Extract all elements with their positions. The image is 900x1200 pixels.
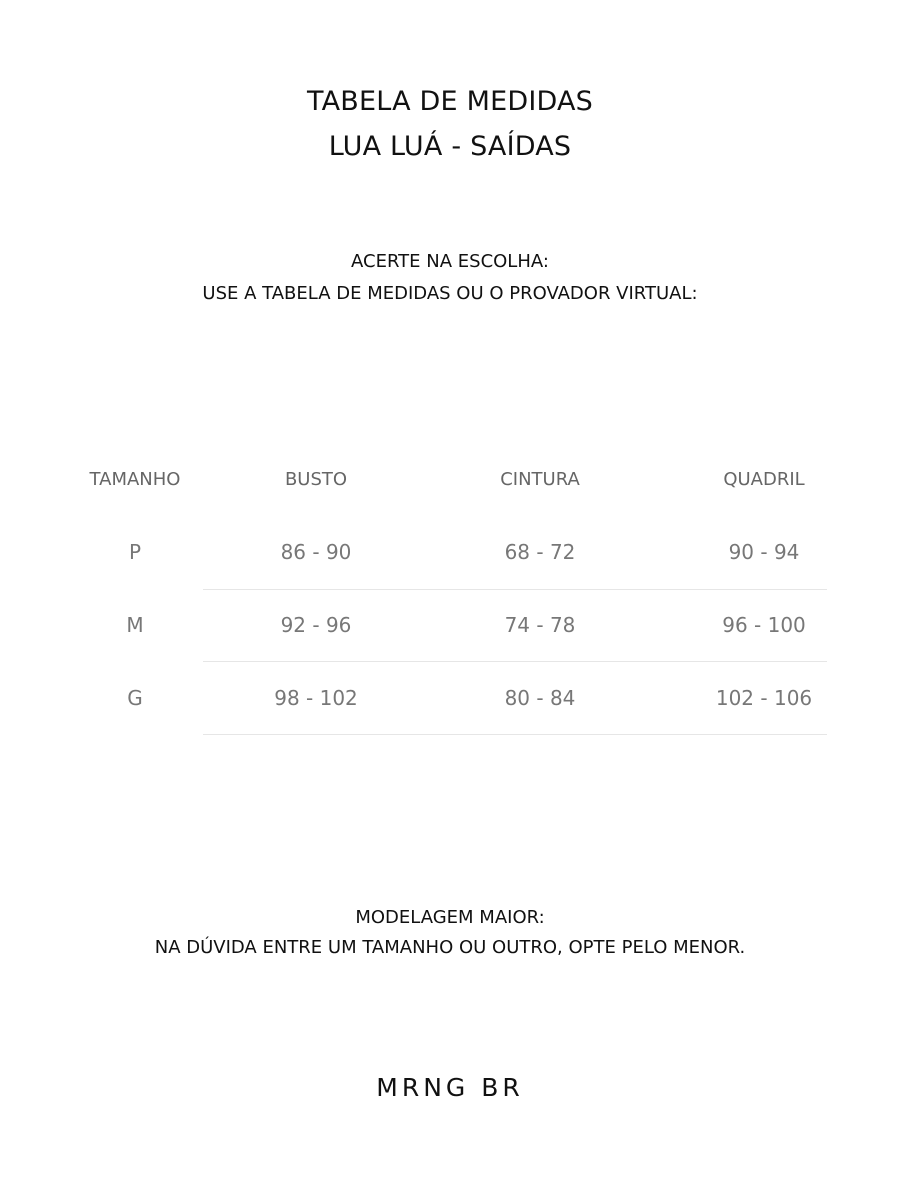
fit-note-line-1: MODELAGEM MAIOR: <box>355 907 545 928</box>
table-cell-busto: 92 - 96 <box>280 613 352 637</box>
title-line-1: TABELA DE MEDIDAS <box>306 86 594 117</box>
column-header-tamanho: TAMANHO <box>89 469 181 490</box>
table-cell-cintura: 74 - 78 <box>504 613 576 637</box>
table-cell-cintura: 68 - 72 <box>504 540 576 564</box>
row-divider <box>203 589 827 590</box>
row-divider <box>203 734 827 735</box>
fit-note-line-2: NA DÚVIDA ENTRE UM TAMANHO OU OUTRO, OPTE PELO MENOR. <box>154 937 746 958</box>
table-cell-busto: 98 - 102 <box>274 686 358 710</box>
table-cell-quadril: 90 - 94 <box>728 540 800 564</box>
brand-logo: MRNG BR <box>376 1073 524 1102</box>
table-cell-busto: 86 - 90 <box>280 540 352 564</box>
row-divider <box>203 661 827 662</box>
column-header-busto: BUSTO <box>284 469 348 490</box>
column-header-cintura: CINTURA <box>500 469 580 490</box>
title-line-2: LUA LUÁ - SAÍDAS <box>328 131 572 162</box>
table-cell-cintura: 80 - 84 <box>504 686 576 710</box>
table-cell-quadril: 102 - 106 <box>715 686 813 710</box>
table-row-size: G <box>127 686 143 710</box>
table-cell-quadril: 96 - 100 <box>722 613 806 637</box>
subtitle-line-1: ACERTE NA ESCOLHA: <box>351 251 549 272</box>
table-row-size: M <box>126 613 144 637</box>
column-header-quadril: QUADRIL <box>723 469 805 490</box>
subtitle-line-2: USE A TABELA DE MEDIDAS OU O PROVADOR VIRTUAL: <box>202 283 698 304</box>
table-row-size: P <box>128 540 142 564</box>
